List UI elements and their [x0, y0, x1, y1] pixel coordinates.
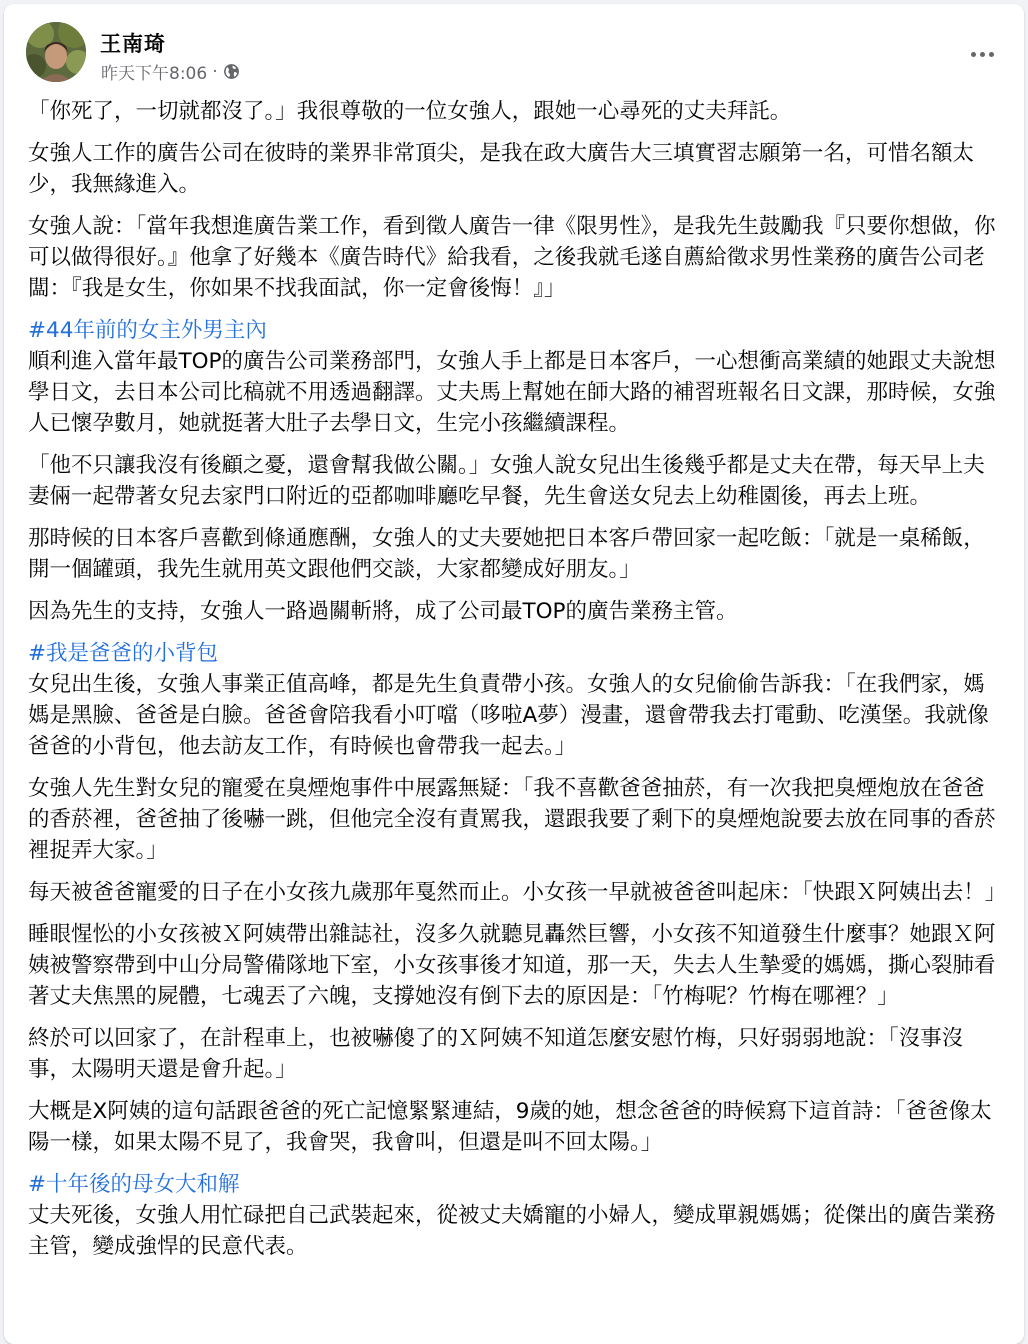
- author-name[interactable]: 王南琦: [100, 32, 166, 56]
- meta-separator: ·: [212, 61, 218, 82]
- paragraph-12: 終於可以回家了，在計程車上，也被嚇傻了的Ｘ阿姨不知道怎麼安慰竹梅，只好弱弱地說：「沒事沒事，太陽明天還是會升起。」: [28, 1026, 964, 1082]
- paragraph-14: 丈夫死後，女強人用忙碌把自己武裝起來，從被丈夫嬌寵的小婦人，變成單親媽媽；從傑出的廣告業務主管，變成強悍的民意代表。: [28, 1203, 996, 1259]
- paragraph-3: 女強人說：「當年我想進廣告業工作，看到徵人廣告一律《限男性》，是我先生鼓勵我『只要你想做，你可以做得很好。』他拿了好幾本《廣告時代》給我看，之後我就毛遂自薦給徵求男性業務的廣告公司老闆：『我是女生，你如果不找我面試，你一定會後悔！』」: [28, 214, 996, 301]
- hashtag-link[interactable]: #44年前的女主外男主內: [28, 318, 267, 343]
- paragraph-6: 那時候的日本客戶喜歡到條通應酬，女強人的丈夫要她把日本客戶帶回家一起吃飯：「就是一桌稀飯，開一個罐頭，我先生就用英文跟他們交談，大家都變成好朋友。」: [28, 526, 985, 582]
- paragraph-5: 「他不只讓我沒有後顧之憂，還會幫我做公關。」女強人說女兒出生後幾乎都是丈夫在帶，每天早上夫妻倆一起帶著女兒去家門口附近的亞都咖啡廳吃早餐，先生會送女兒去上幼稚園後，再去上班。: [28, 453, 985, 509]
- more-options-icon: [971, 52, 976, 57]
- post-header: [4, 4, 1024, 94]
- post-timestamp[interactable]: 昨天下午8:06: [101, 64, 208, 84]
- paragraph-1: 「你死了，一切就都沒了。」我很尊敬的一位女強人，跟她一心尋死的丈夫拜託。: [28, 99, 792, 124]
- paragraph-11: 睡眼惺忪的小女孩被Ｘ阿姨帶出雜誌社，沒多久就聽見轟然巨響，小女孩不知道發生什麼事？她跟Ｘ阿姨被警察帶到中山分局警備隊地下室，小女孩事後才知道，那一天，失去人生摯愛的媽媽，撕心裂肺看著丈夫焦黑的屍體，七魂丟了六魄，支撐她沒有倒下去的原因是：「竹梅呢？竹梅在哪裡？」: [28, 922, 996, 1009]
- paragraph-7: 因為先生的支持，女強人一路過關斬將，成了公司最TOP的廣告業務主管。: [28, 599, 738, 624]
- post-body: [28, 96, 1007, 1262]
- more-options-button[interactable]: [962, 36, 1002, 72]
- paragraph-2: 女強人工作的廣告公司在彼時的業界非常頂尖，是我在政大廣告大三填實習志願第一名，可惜名額太少，我無緣進入。: [28, 141, 975, 197]
- paragraph-10: 每天被爸爸寵愛的日子在小女孩九歲那年戛然而止。小女孩一早就被爸爸叫起床：「快跟Ｘ阿姨出去！」: [28, 880, 1007, 905]
- globe-icon: [223, 63, 240, 80]
- paragraph-8: 女兒出生後，女強人事業正值高峰，都是先生負責帶小孩。女強人的女兒偷偷告訴我：「在我們家，媽媽是黑臉、爸爸是白臉。爸爸會陪我看小叮噹（哆啦A夢）漫畫，還會帶我去打電動、吃漢堡。我就像爸爸的小背包，他去訪友工作，有時候也會帶我一起去。」: [28, 672, 989, 759]
- hashtag-link[interactable]: #十年後的母女大和解: [28, 1172, 240, 1197]
- post-card: [4, 4, 1024, 1344]
- avatar-image: [26, 22, 86, 82]
- post-meta: [101, 59, 240, 84]
- paragraph-9: 女強人先生對女兒的寵愛在臭煙炮事件中展露無疑：「我不喜歡爸爸抽菸，有一次我把臭煙炮放在爸爸的香菸裡，爸爸抽了後嚇一跳，但他完全沒有責罵我，還跟我要了剩下的臭煙炮說要去放在同事的香菸裡捉弄大家。」: [28, 776, 996, 863]
- paragraph-13: 大概是X阿姨的這句話跟爸爸的死亡記憶緊緊連結，9歲的她，想念爸爸的時候寫下這首詩：「爸爸像太陽一樣，如果太陽不見了，我會哭，我會叫，但還是叫不回太陽。」: [28, 1099, 992, 1155]
- avatar[interactable]: [26, 22, 86, 82]
- paragraph-4: 順利進入當年最TOP的廣告公司業務部門，女強人手上都是日本客戶，一心想衝高業績的她跟丈夫說想學日文，去日本公司比稿就不用透過翻譯。丈夫馬上幫她在師大路的補習班報名日文課，那時候，女強人已懷孕數月，她就挺著大肚子去學日文，生完小孩繼續課程。: [28, 349, 996, 436]
- hashtag-link[interactable]: #我是爸爸的小背包: [28, 641, 219, 666]
